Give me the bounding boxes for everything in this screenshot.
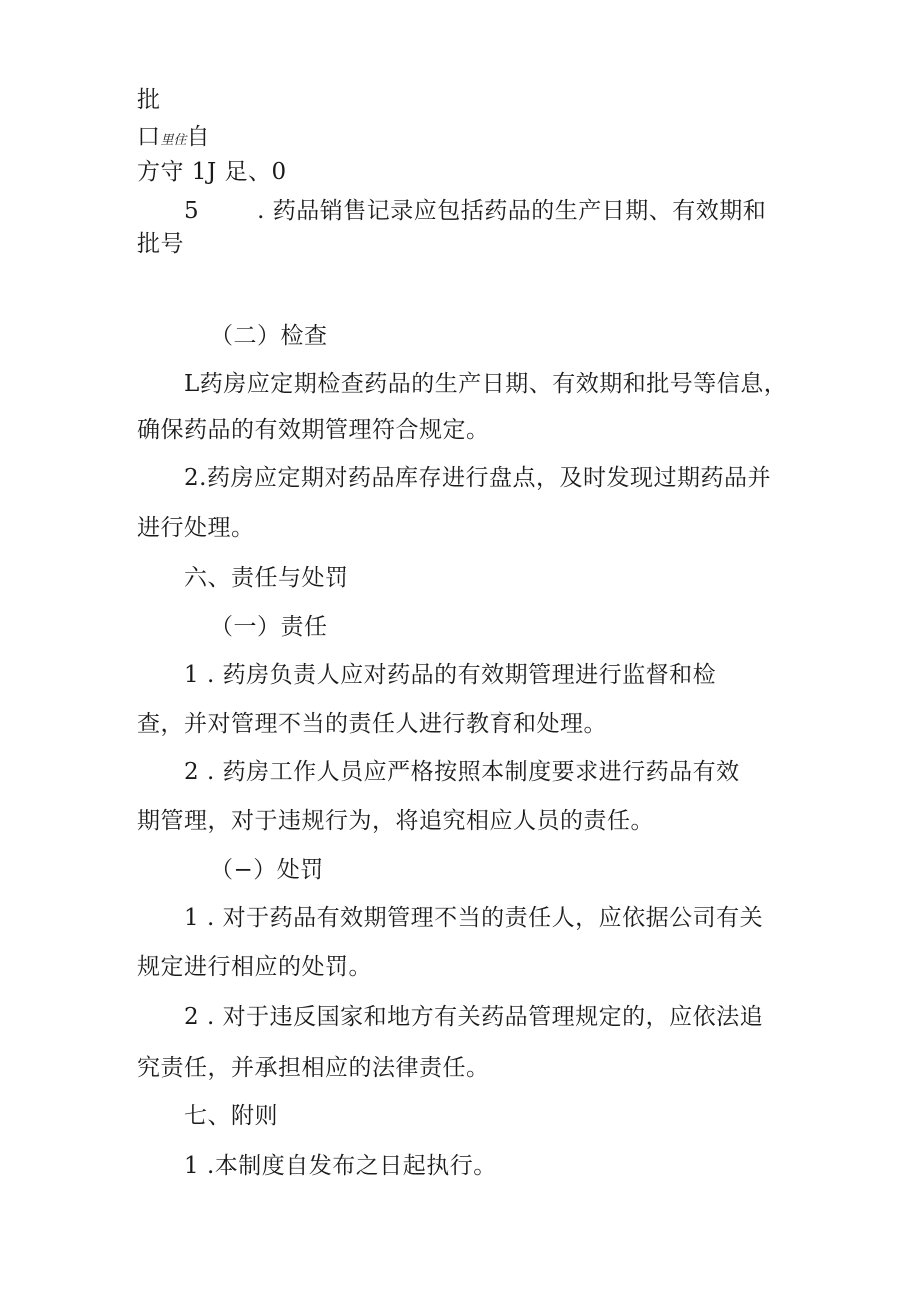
fragment-line-3: 方守 1J 足、0 bbox=[137, 159, 287, 185]
fragment-line-2-end: 自 bbox=[186, 124, 211, 150]
fragment-line-2-main: 口 bbox=[137, 124, 161, 150]
check-item-2-line-2: 进行处理。 bbox=[137, 515, 255, 541]
section-7-heading: 七、附则 bbox=[184, 1103, 278, 1129]
section-6-heading: 六、责任与处罚 bbox=[184, 565, 349, 591]
sales-record-number: 5 bbox=[184, 198, 200, 224]
fragment-line-2-sub: 里住 bbox=[160, 133, 187, 148]
responsibility-item-2-line-2: 期管理，对于违规行为，将追究相应人员的责任。 bbox=[137, 808, 654, 834]
check-item-1-line-1: L药房应定期检查药品的生产日期、有效期和批号等信息， bbox=[184, 371, 788, 397]
sales-record-item bbox=[184, 196, 766, 226]
check-item-1-line-2: 确保药品的有效期管理符合规定。 bbox=[137, 417, 490, 443]
check-item-2-line-1: 2.药房应定期对药品库存进行盘点，及时发现过期药品并 bbox=[184, 465, 771, 491]
fragment-line-1: 批 bbox=[137, 87, 161, 113]
penalty-item-2-line-1: 2 . 对于违反国家和地方有关药品管理规定的，应依法追 bbox=[184, 1004, 764, 1030]
responsibility-item-1-line-2: 查，并对管理不当的责任人进行教育和处理。 bbox=[137, 711, 607, 737]
sales-record-continuation: 批号 bbox=[137, 231, 184, 257]
check-heading: （二）检查 bbox=[210, 323, 328, 349]
sales-record-text: . 药品销售记录应包括药品的生产日期、有效期和 bbox=[257, 198, 767, 224]
penalty-heading: （−）处罚 bbox=[210, 857, 324, 883]
appendix-item-1: 1 .本制度自发布之日起执行。 bbox=[184, 1153, 497, 1179]
responsibility-item-1-line-1: 1 . 药房负责人应对药品的有效期管理进行监督和检 bbox=[184, 662, 717, 688]
penalty-item-1-line-1: 1 . 对于药品有效期管理不当的责任人，应依据公司有关 bbox=[184, 905, 764, 931]
penalty-item-2-line-2: 究责任，并承担相应的法律责任。 bbox=[137, 1055, 490, 1081]
fragment-line-2 bbox=[137, 122, 210, 156]
responsibility-item-2-line-1: 2 . 药房工作人员应严格按照本制度要求进行药品有效 bbox=[184, 759, 740, 785]
responsibility-heading: （一）责任 bbox=[210, 614, 328, 640]
penalty-item-1-line-2: 规定进行相应的处罚。 bbox=[137, 954, 372, 980]
